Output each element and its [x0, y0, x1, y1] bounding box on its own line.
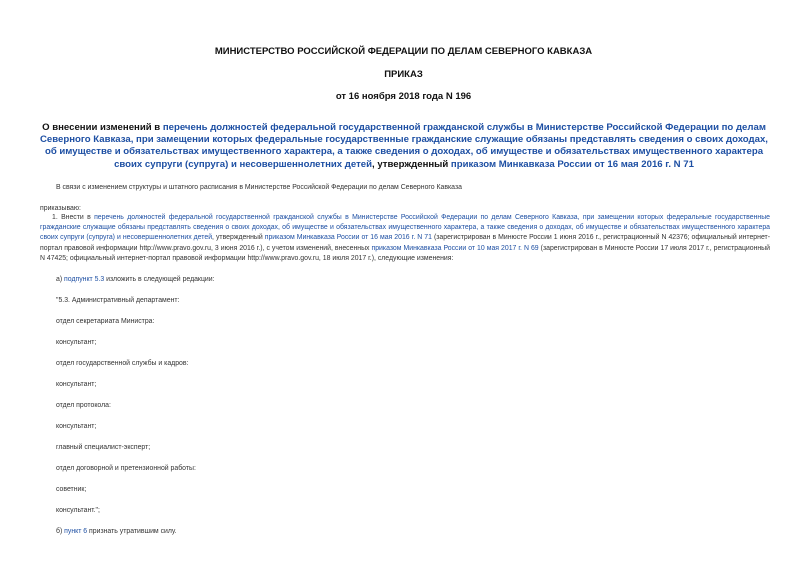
document-title [40, 122, 768, 171]
list-line: советник; [56, 486, 87, 493]
sub-item-b-link[interactable]: пункт 6 [64, 528, 88, 535]
list-line: отдел государственной службы и кадров: [56, 360, 189, 367]
sub-item-a-prefix: а) [56, 276, 65, 283]
sub-item-b-suffix: признать утратившим силу. [87, 528, 177, 535]
item-1-link-order[interactable]: приказом Минкавказа России от 16 мая 2016 г. N 71 [264, 234, 432, 242]
sub-item-a-suffix: изложить в следующей редакции: [104, 276, 215, 283]
item-1-text-registration: (зарегистрирован в Минюсте России 1 июня 2016 г., регистрационный N 42376; официальный интернет-портал правовой информации http://www.pravo.gov.ru, 3 июня 2016 г.), с учетом изменений, внесенных [40, 234, 771, 252]
title-prefix: О внесении изменений в [42, 122, 163, 133]
sub-item-b-prefix: б) [56, 528, 65, 535]
list-line: отдел секретариата Министра: [56, 318, 155, 325]
title-link-positions-list[interactable]: перечень должностей федеральной государственной гражданской службы в Министерстве Российской Федерации по делам Северного Кавказа, при замещении которых федеральные государственные гражданские служащие обязаны представлять сведения о своих доходах, об имуществе и обязательствах имущественного характера, а также сведения о доходах, об имуществе и обязательствах имущественного характера своих супруги (супруга) и несовершеннолетних детей [40, 122, 768, 170]
preamble-text: В связи с изменением структуры и штатного расписания в Министерстве Российской Федерации по делам Северного Кавказа [56, 184, 462, 191]
list-line: консультант."; [56, 507, 100, 514]
sub-item-a-link[interactable]: подпункт 5.3 [64, 276, 105, 283]
date-number-heading: от 16 ноября 2018 года N 196 [335, 91, 472, 102]
list-line: консультант; [56, 381, 97, 388]
list-line: отдел договорной и претензионной работы: [56, 465, 196, 472]
title-link-order[interactable]: приказом Минкавказа России от 16 мая 2016 г. N 71 [450, 158, 694, 170]
item-1-text-end: (зарегистрирован в Минюсте России 17 июля 2017 г., регистрационный N 47425; официальный интернет-портал правовой информации http://www.pravo.gov.ru, 18 июля 2017 г.), следующие изменения: [40, 244, 770, 262]
ministry-heading: МИНИСТЕРСТВО РОССИЙСКОЙ ФЕДЕРАЦИИ ПО ДЕЛАМ СЕВЕРНОГО КАВКАЗА [214, 46, 593, 57]
item-1-text-approved: , утвержденный [212, 234, 265, 242]
item-1-text-start: 1. Внести в [52, 214, 95, 221]
list-line: "5.3. Административный департамент: [56, 297, 180, 304]
sub-item-b [56, 528, 177, 535]
item-1-link-positions-list[interactable]: перечень должностей федеральной государственной гражданской службы в Министерстве Российской Федерации по делам Северного Кавказа, при замещении которых федеральные государственные гражданские служащие обязаны представлять сведения о своих доходах, об имуществе и обязательствах имущественного характера, а также сведения о доходах, об имуществе и обязательствах имущественного характера своих супруги (супруга) и несовершеннолетних детей [40, 214, 770, 242]
list-line: главный специалист-эксперт; [56, 444, 151, 451]
list-line: консультант; [56, 339, 97, 346]
order-word: приказываю: [40, 205, 81, 212]
item-1-paragraph [40, 213, 770, 264]
list-line: отдел протокола: [56, 402, 111, 409]
sub-item-a [56, 276, 215, 283]
doc-type-heading: ПРИКАЗ [384, 69, 423, 80]
title-mid: , утвержденный [372, 158, 451, 170]
item-1-link-amendment[interactable]: приказом Минкавказа России от 10 мая 2017 г. N 69 [371, 244, 539, 252]
list-line: консультант; [56, 423, 97, 430]
